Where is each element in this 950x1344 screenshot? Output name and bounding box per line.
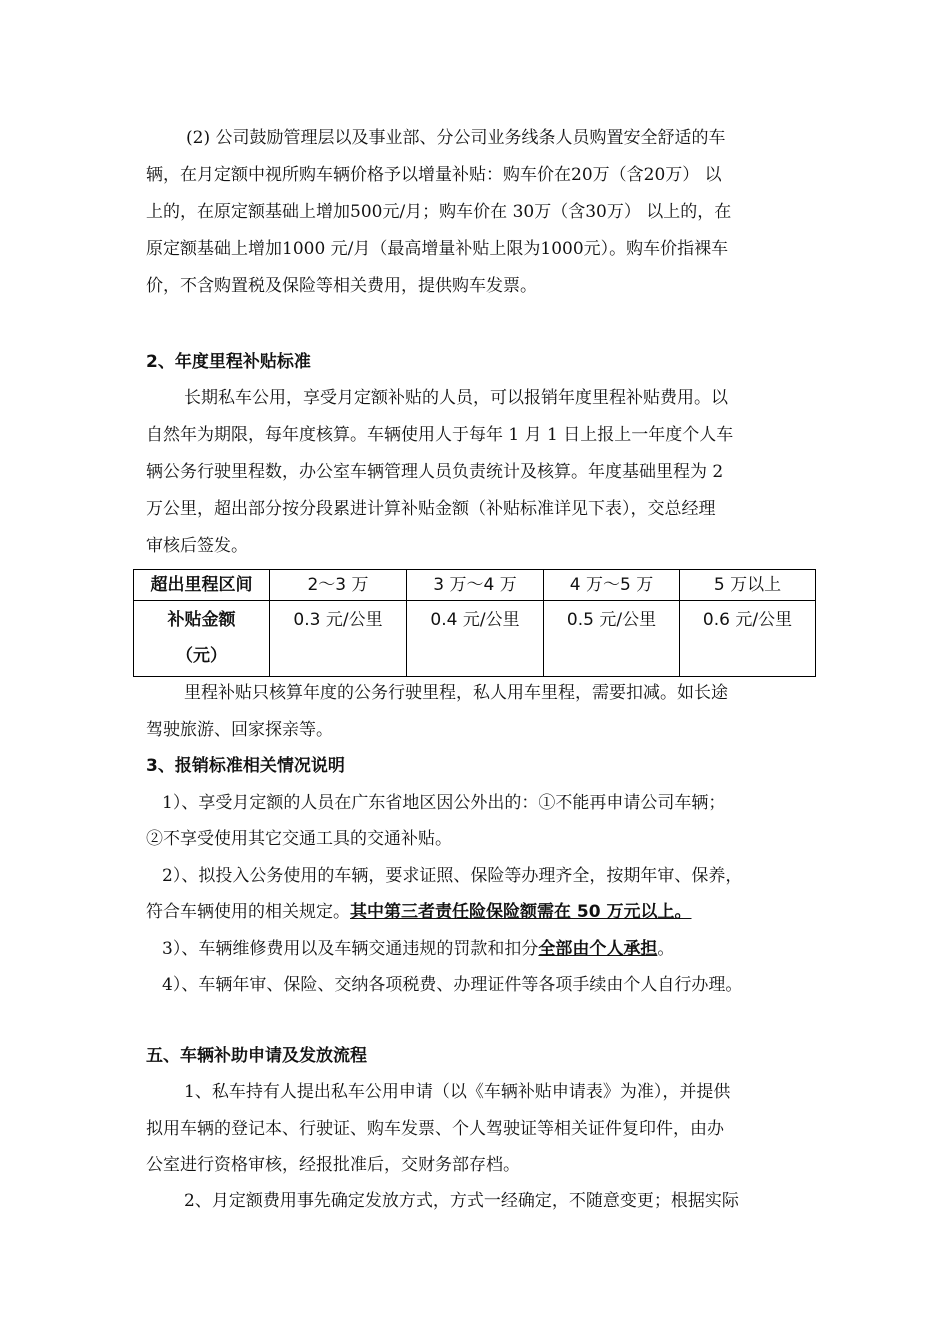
table-cell: 0.4 元/公里 — [407, 601, 544, 677]
mileage-para-line-4: 万公里，超出部分按分段累进计算补贴金额（补贴标准详见下表），交总经理 — [146, 499, 716, 519]
table-header-cell: 3 万～4 万 — [407, 570, 544, 601]
mileage-note-line-1: 里程补贴只核算年度的公务行驶里程，私人用车里程，需要扣减。如长途 — [184, 683, 728, 703]
note-item-2-plain: 符合车辆使用的相关规定。 — [146, 902, 350, 922]
mileage-para-line-1: 长期私车公用，享受月定额补贴的人员，可以报销年度里程补贴费用。以 — [184, 388, 728, 408]
note-item-1-line-1: 1）、享受月定额的人员在广东省地区因公外出的：①不能再申请公司车辆； — [162, 793, 726, 813]
heading-annual-mileage: 2、年度里程补贴标准 — [146, 352, 311, 372]
process-line-2: 拟用车辆的登记本、行驶证、购车发票、个人驾驶证等相关证件复印件，由办 — [146, 1119, 724, 1139]
process-line-3: 公室进行资格审核，经报批准后，交财务部存档。 — [146, 1155, 520, 1175]
note-item-2-emphasis: 其中第三者责任险保险额需在 50 万元以上。 — [350, 902, 692, 922]
row-label-line-2: （元） — [176, 646, 227, 666]
mileage-para-line-2: 自然年为期限，每年度核算。车辆使用人于每年 1 月 1 日上报上一年度个人车 — [146, 425, 734, 445]
table-cell: 0.3 元/公里 — [270, 601, 407, 677]
table-header-row — [134, 570, 816, 601]
note-item-3-end: 。 — [657, 939, 675, 959]
note-item-3-emphasis: 全部由个人承担 — [538, 939, 658, 959]
para-2-line-1: (2) 公司鼓励管理层以及事业部、分公司业务线条人员购置安全舒适的车 — [186, 128, 726, 148]
note-item-2-line-2 — [146, 901, 692, 923]
para-2-line-5: 价，不含购置税及保险等相关费用，提供购车发票。 — [146, 276, 537, 296]
process-line-4: 2、月定额费用事先确定发放方式，方式一经确定，不随意变更；根据实际 — [184, 1191, 739, 1211]
process-line-1: 1、私车持有人提出私车公用申请（以《车辆补贴申请表》为准），并提供 — [184, 1082, 731, 1102]
mileage-para-line-3: 辆公务行驶里程数，办公室车辆管理人员负责统计及核算。年度基础里程为 2 — [146, 462, 724, 482]
para-2-line-4: 原定额基础上增加1000 元/月（最高增量补贴上限为1000元）。购车价指裸车 — [146, 239, 729, 259]
row-label-line-1: 补贴金额 — [167, 610, 236, 630]
table-header-cell: 4 万～5 万 — [544, 570, 680, 601]
para-2-line-2: 辆，在月定额中视所购车辆价格予以增量补贴：购车价在20万（含20万） 以 — [146, 165, 722, 185]
note-item-3-plain: 3）、车辆维修费用以及车辆交通违规的罚款和扣分 — [162, 939, 539, 959]
table-header-cell: 超出里程区间 — [134, 570, 270, 601]
table-cell: 0.6 元/公里 — [680, 601, 816, 677]
heading-reimbursement-notes: 3、报销标准相关情况说明 — [146, 756, 345, 776]
table-header-cell: 2～3 万 — [270, 570, 407, 601]
note-item-1-line-2: ②不享受使用其它交通工具的交通补贴。 — [146, 829, 452, 849]
heading-application-process: 五、车辆补助申请及发放流程 — [146, 1046, 367, 1066]
table-row — [134, 601, 816, 677]
mileage-note-line-2: 驾驶旅游、回家探亲等。 — [146, 720, 333, 740]
mileage-subsidy-table — [133, 569, 816, 677]
note-item-4: 4）、车辆年审、保险、交纳各项税费、办理证件等各项手续由个人自行办理。 — [162, 975, 743, 995]
table-header-cell: 5 万以上 — [680, 570, 816, 601]
mileage-para-line-5: 审核后签发。 — [146, 536, 248, 556]
para-2-line-3: 上的，在原定额基础上增加500元/月；购车价在 30万（含30万） 以上的，在 — [146, 202, 732, 222]
note-item-3 — [162, 938, 674, 960]
table-row-label — [134, 601, 270, 677]
note-item-2-line-1: 2）、拟投入公务使用的车辆，要求证照、保险等办理齐全，按期年审、保养， — [162, 866, 743, 886]
table-cell: 0.5 元/公里 — [544, 601, 680, 677]
